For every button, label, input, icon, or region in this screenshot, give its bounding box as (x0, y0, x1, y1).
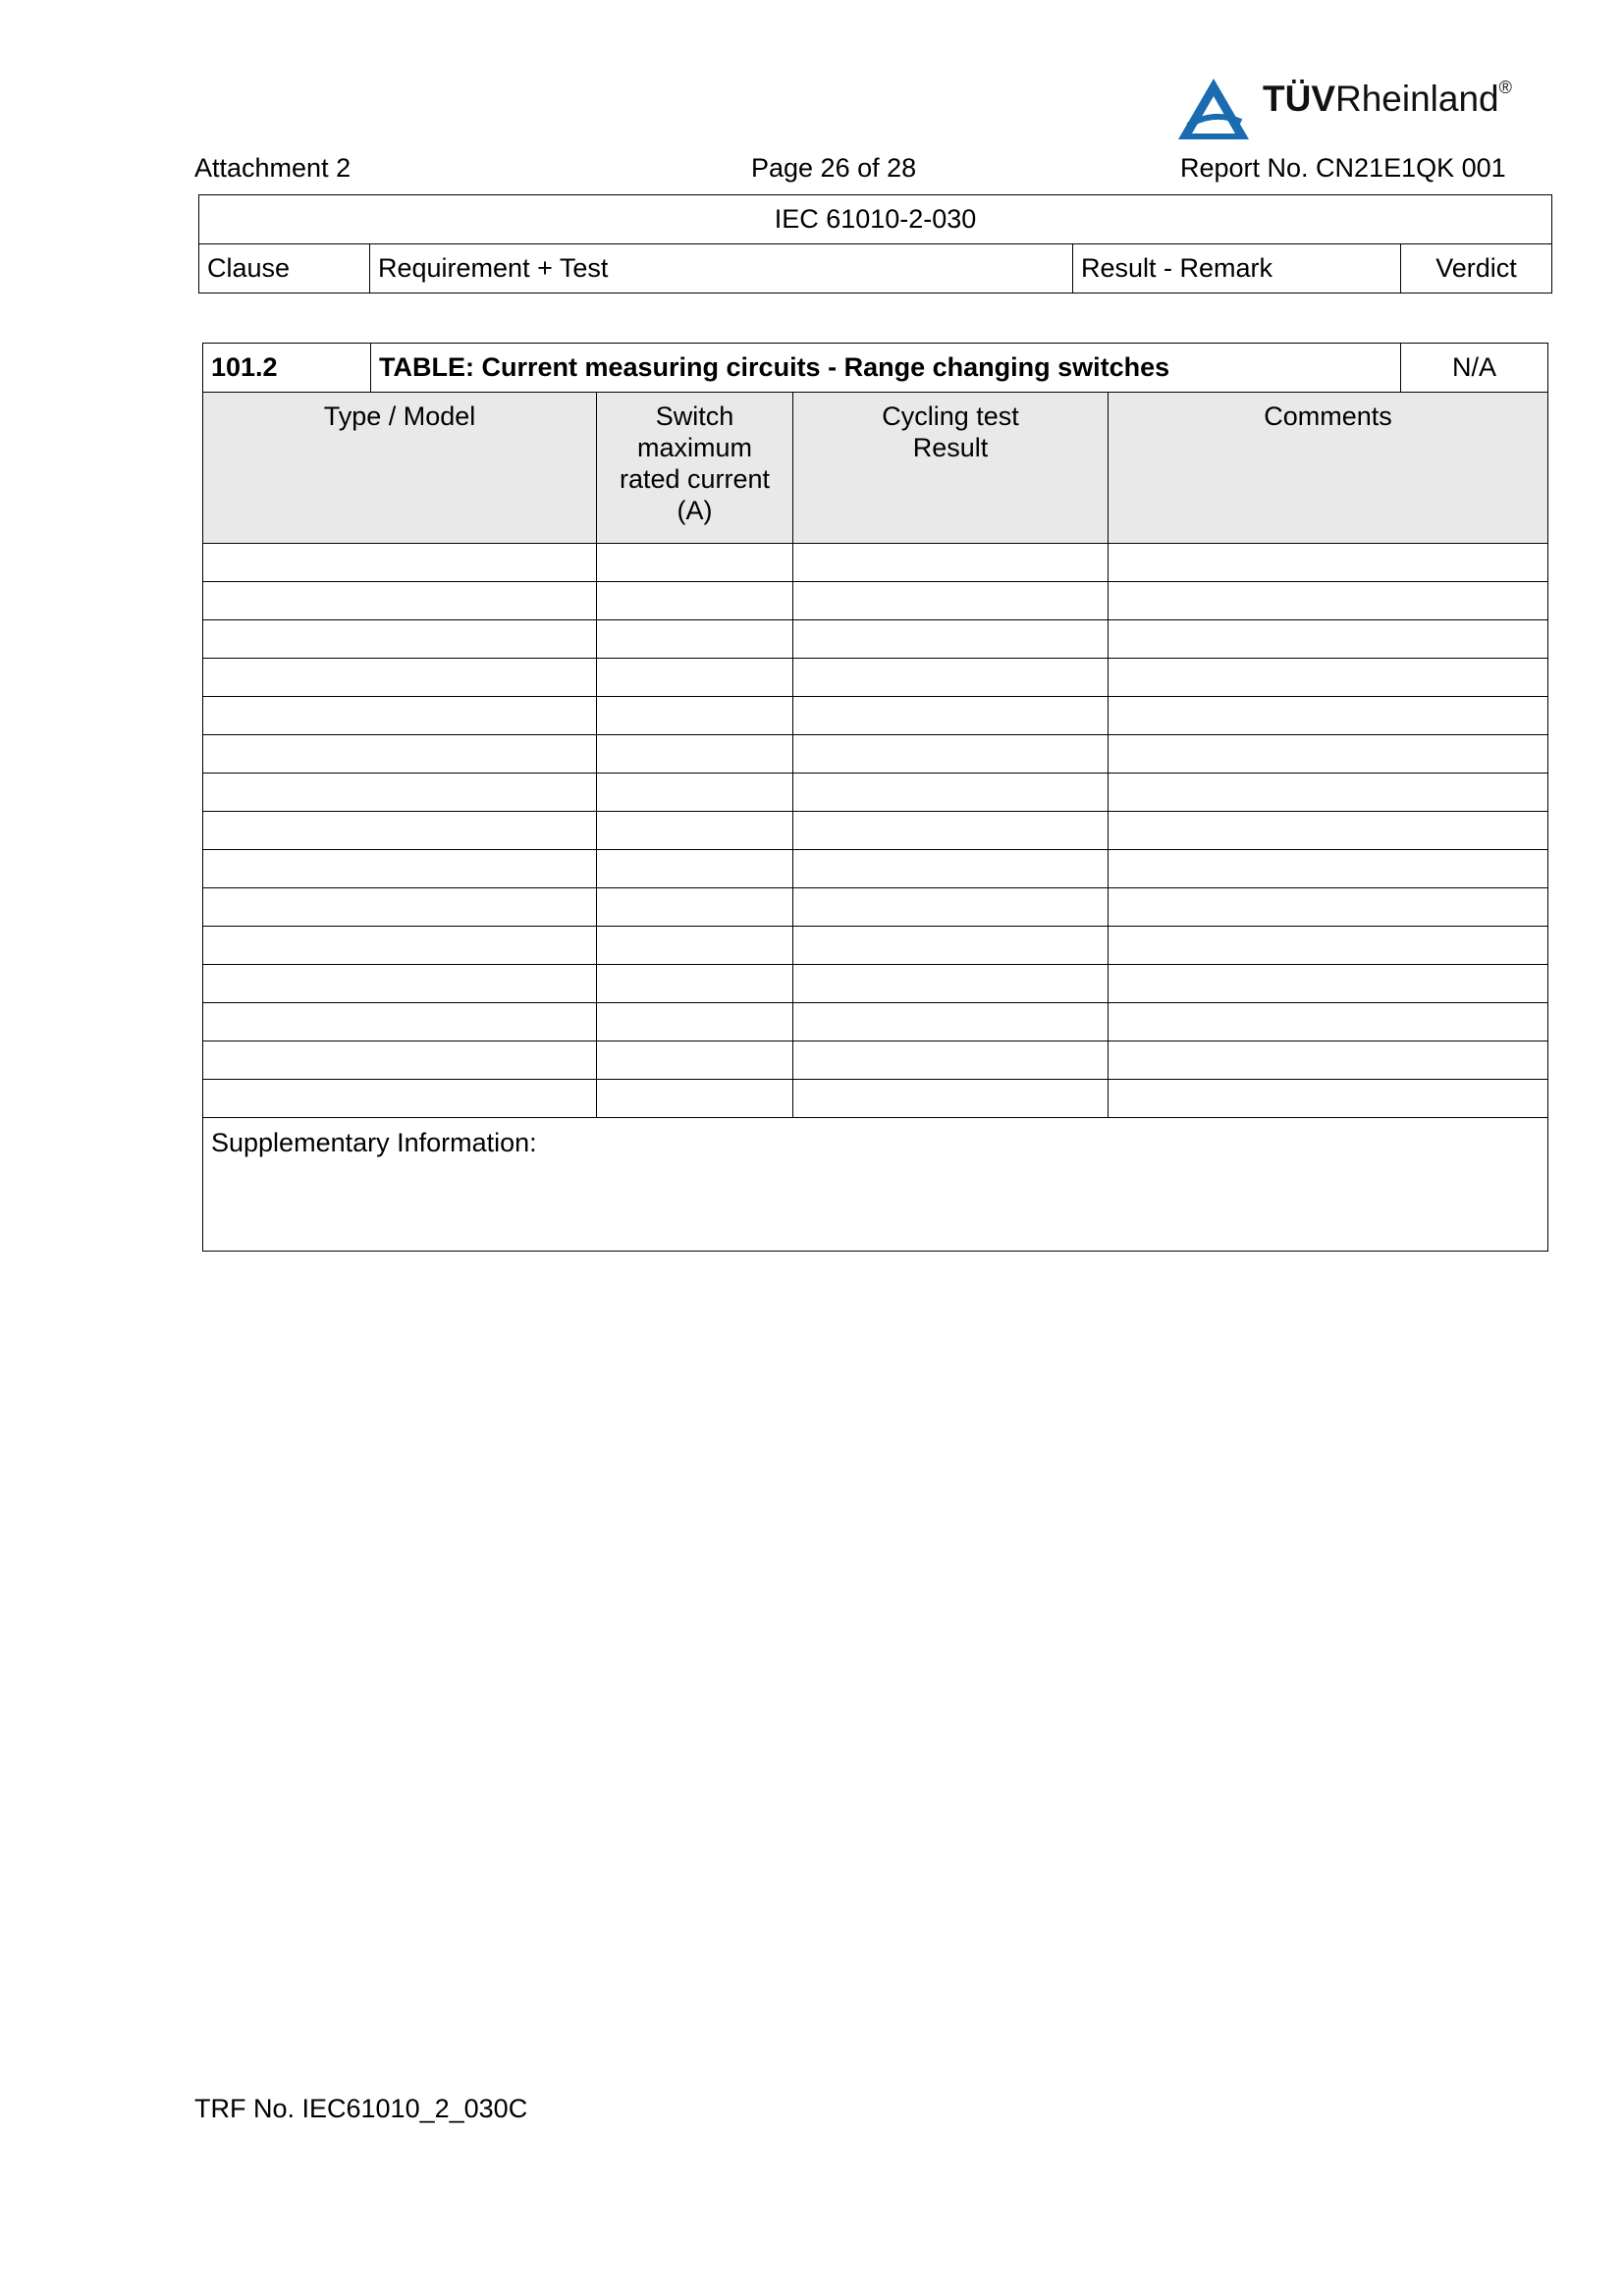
cell-cycling-result (793, 659, 1109, 697)
table-row (203, 544, 1548, 582)
table-row (203, 582, 1548, 620)
attachment-label: Attachment 2 (194, 153, 352, 183)
header-type-model (203, 393, 597, 544)
cell-type-model (203, 544, 597, 582)
cell-type-model (203, 697, 597, 735)
cell-comments (1109, 582, 1548, 620)
cell-cycling-result (793, 1080, 1109, 1118)
cell-switch-current (597, 544, 793, 582)
header-line: Comments (1264, 401, 1392, 431)
cell-cycling-result (793, 735, 1109, 774)
cell-comments (1109, 1080, 1548, 1118)
cell-switch-current (597, 697, 793, 735)
tuv-rheinland-logo (1176, 77, 1530, 145)
cell-type-model (203, 965, 597, 1003)
cell-switch-current (597, 659, 793, 697)
cell-comments (1109, 620, 1548, 659)
table-row (203, 620, 1548, 659)
clause-number: 101.2 (203, 344, 371, 393)
cell-type-model (203, 620, 597, 659)
cell-comments (1109, 697, 1548, 735)
table-title: TABLE: Current measuring circuits - Range changing switches (371, 344, 1401, 393)
header-line: Cycling test (882, 401, 1019, 431)
col-requirement-test: Requirement + Test (370, 244, 1073, 294)
cell-switch-current (597, 1041, 793, 1080)
table-row (203, 812, 1548, 850)
cell-switch-current (597, 888, 793, 927)
cell-cycling-result (793, 1041, 1109, 1080)
cell-type-model (203, 774, 597, 812)
table-row (203, 697, 1548, 735)
cell-comments (1109, 735, 1548, 774)
header-cycling-test-result (793, 393, 1109, 544)
header-line: Result (912, 433, 989, 462)
cell-type-model (203, 812, 597, 850)
cell-switch-current (597, 774, 793, 812)
header-line: Type / Model (323, 401, 476, 431)
tuv-triangle-icon (1176, 77, 1251, 141)
cell-comments (1109, 927, 1548, 965)
cell-switch-current (597, 812, 793, 850)
cell-cycling-result (793, 697, 1109, 735)
table-row (203, 1003, 1548, 1041)
logo-brand-rest: Rheinland (1335, 79, 1499, 119)
cell-comments (1109, 888, 1548, 927)
cell-cycling-result (793, 582, 1109, 620)
cell-comments (1109, 965, 1548, 1003)
cell-type-model (203, 659, 597, 697)
cell-cycling-result (793, 774, 1109, 812)
header-line: (A) (677, 496, 713, 525)
cell-cycling-result (793, 850, 1109, 888)
cell-type-model (203, 850, 597, 888)
table-row (203, 1041, 1548, 1080)
cell-type-model (203, 582, 597, 620)
cell-cycling-result (793, 620, 1109, 659)
header-switch-max-current (597, 393, 793, 544)
cell-comments (1109, 659, 1548, 697)
cell-type-model (203, 927, 597, 965)
cell-type-model (203, 1041, 597, 1080)
table-row (203, 888, 1548, 927)
cell-comments (1109, 1041, 1548, 1080)
table-row (203, 1080, 1548, 1118)
header-line: Switch (655, 401, 734, 431)
header-line: maximum (636, 433, 752, 462)
cell-switch-current (597, 850, 793, 888)
range-switches-table (202, 343, 1548, 1252)
cell-type-model (203, 1080, 597, 1118)
header-line: rated current (619, 464, 771, 494)
table-row (203, 774, 1548, 812)
logo-wordmark (1263, 80, 1512, 117)
cell-switch-current (597, 1080, 793, 1118)
report-number: Report No. CN21E1QK 001 (1180, 153, 1506, 183)
table-row (203, 927, 1548, 965)
cell-cycling-result (793, 965, 1109, 1003)
table-row (203, 965, 1548, 1003)
cell-type-model (203, 888, 597, 927)
cell-cycling-result (793, 888, 1109, 927)
table-row (203, 735, 1548, 774)
cell-cycling-result (793, 1003, 1109, 1041)
cell-switch-current (597, 620, 793, 659)
cell-cycling-result (793, 812, 1109, 850)
standard-title: IEC 61010-2-030 (199, 195, 1552, 244)
table-row (203, 850, 1548, 888)
cell-switch-current (597, 735, 793, 774)
cell-comments (1109, 1003, 1548, 1041)
cell-cycling-result (793, 544, 1109, 582)
logo-brand-bold: TÜV (1263, 79, 1335, 119)
header-comments (1109, 393, 1548, 544)
verdict-value: N/A (1401, 344, 1548, 393)
cell-comments (1109, 812, 1548, 850)
cell-comments (1109, 544, 1548, 582)
table-row (203, 659, 1548, 697)
cell-switch-current (597, 1003, 793, 1041)
supplementary-information: Supplementary Information: (203, 1118, 1548, 1252)
cell-comments (1109, 850, 1548, 888)
standard-header-table (198, 194, 1552, 294)
cell-comments (1109, 774, 1548, 812)
cell-type-model (203, 735, 597, 774)
registered-mark: ® (1498, 78, 1512, 97)
cell-switch-current (597, 965, 793, 1003)
trf-number: TRF No. IEC61010_2_030C (194, 2094, 528, 2123)
col-clause: Clause (199, 244, 370, 294)
cell-cycling-result (793, 927, 1109, 965)
col-verdict: Verdict (1401, 244, 1552, 294)
cell-type-model (203, 1003, 597, 1041)
page-number: Page 26 of 28 (751, 153, 917, 183)
empty-data-rows (203, 544, 1548, 1118)
cell-switch-current (597, 582, 793, 620)
cell-switch-current (597, 927, 793, 965)
col-result-remark: Result - Remark (1073, 244, 1401, 294)
